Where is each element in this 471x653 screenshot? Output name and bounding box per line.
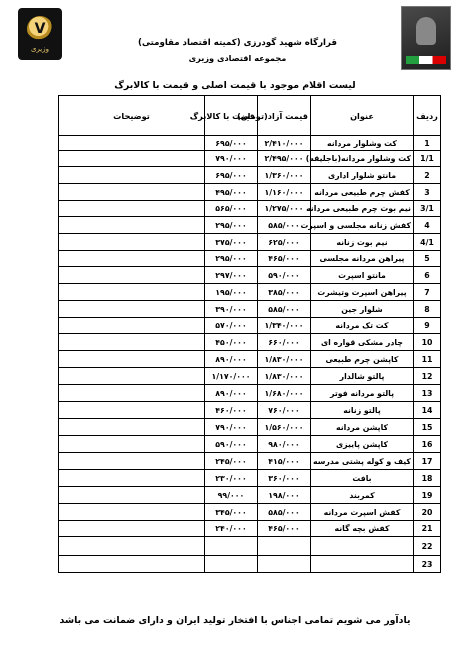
item-name: کمربند (311, 487, 414, 504)
list-title: لیست اقلام موجود با قیمت اصلی و قیمت با کالابرگ (114, 80, 356, 91)
free-price: ۱/۳۴۰/۰۰۰ (258, 318, 311, 334)
table-row (59, 537, 441, 556)
notes-cell (59, 487, 205, 504)
notes-cell (59, 151, 205, 167)
row-number: 7 (414, 284, 441, 301)
header-free-price: قیمت آزاد(تومان) (258, 96, 311, 136)
row-number: 4/1 (414, 234, 441, 251)
table-row (59, 556, 441, 573)
free-price: ۲/۴۹۵/۰۰۰ (258, 151, 311, 167)
card-price: ۶۹۵/۰۰۰ (205, 167, 258, 184)
row-number: 19 (414, 487, 441, 504)
row-number: 15 (414, 419, 441, 436)
row-number: 20 (414, 504, 441, 521)
card-price: ۵۶۵/۰۰۰ (205, 201, 258, 217)
row-number: 13 (414, 385, 441, 402)
row-number: 12 (414, 368, 441, 385)
item-name: پالتو زنانه (311, 402, 414, 419)
notes-cell (59, 201, 205, 217)
row-number: 10 (414, 334, 441, 351)
table-row (59, 234, 441, 251)
table-row (59, 217, 441, 234)
notes-cell (59, 556, 205, 573)
free-price: ۱/۸۳۰/۰۰۰ (258, 368, 311, 385)
free-price: ۱/۶۸۰/۰۰۰ (258, 385, 311, 402)
row-number: 14 (414, 402, 441, 419)
table-row (59, 521, 441, 537)
item-name: کیف و کوله پشتی مدرسه (311, 453, 414, 470)
table-row (59, 201, 441, 217)
table-row (59, 267, 441, 284)
table-row (59, 470, 441, 487)
item-name: نیم بوت زنانه (311, 234, 414, 251)
item-name: کت وشلوار مردانه(باجلیقه) (311, 151, 414, 167)
document-header (0, 0, 471, 75)
notes-cell (59, 402, 205, 419)
card-price: ۸۹۰/۰۰۰ (205, 385, 258, 402)
item-name: نیم بوت چرم طبیعی مردانه (311, 201, 414, 217)
table-row (59, 453, 441, 470)
item-name: مانتو اسپرت (311, 267, 414, 284)
notes-cell (59, 167, 205, 184)
notes-cell (59, 217, 205, 234)
emblem-image (401, 6, 451, 70)
header-row-number: ردیف (414, 96, 441, 136)
row-number: 9 (414, 318, 441, 334)
row-number: 1/1 (414, 151, 441, 167)
free-price: ۴۱۵/۰۰۰ (258, 453, 311, 470)
free-price: ۶۲۵/۰۰۰ (258, 234, 311, 251)
portrait-icon (416, 17, 436, 45)
row-number: 8 (414, 301, 441, 318)
notes-cell (59, 251, 205, 267)
item-name: کفش اسپرت مردانه (311, 504, 414, 521)
free-price: ۹۸۰/۰۰۰ (258, 436, 311, 453)
notes-cell (59, 537, 205, 556)
notes-cell (59, 351, 205, 368)
notes-cell (59, 136, 205, 151)
card-price: ۵۷۰/۰۰۰ (205, 318, 258, 334)
organization-name: قرارگاه شهید گودرزی (کمیته اقتصاد مقاومتی) (138, 38, 337, 48)
table-row (59, 419, 441, 436)
free-price: ۱/۱۶۰/۰۰۰ (258, 184, 311, 201)
card-price: ۸۹۰/۰۰۰ (205, 351, 258, 368)
free-price: ۵۹۰/۰۰۰ (258, 267, 311, 284)
free-price (258, 556, 311, 573)
notes-cell (59, 470, 205, 487)
card-price: ۳۷۵/۰۰۰ (205, 234, 258, 251)
row-number: 4 (414, 217, 441, 234)
item-name (311, 556, 414, 573)
free-price: ۶۶۰/۰۰۰ (258, 334, 311, 351)
notes-cell (59, 267, 205, 284)
table-header-row (59, 96, 441, 136)
free-price: ۱/۲۷۵/۰۰۰ (258, 201, 311, 217)
row-number: 23 (414, 556, 441, 573)
free-price: ۵۸۵/۰۰۰ (258, 301, 311, 318)
row-number: 2 (414, 167, 441, 184)
table-row (59, 402, 441, 419)
notes-cell (59, 419, 205, 436)
notes-cell (59, 234, 205, 251)
item-name: مانتو شلوار اداری (311, 167, 414, 184)
table-row (59, 167, 441, 184)
row-number: 3 (414, 184, 441, 201)
card-price: ۲۹۵/۰۰۰ (205, 217, 258, 234)
table-row (59, 334, 441, 351)
card-price: ۴۹۵/۰۰۰ (205, 184, 258, 201)
free-price: ۱/۸۳۰/۰۰۰ (258, 351, 311, 368)
item-name (311, 537, 414, 556)
header-item-name: عنوان (311, 96, 414, 136)
card-price: ۵۹۰/۰۰۰ (205, 436, 258, 453)
item-name: پیراهن اسپرت وتیشرت (311, 284, 414, 301)
item-name: بافت (311, 470, 414, 487)
card-price: ۷۹۰/۰۰۰ (205, 419, 258, 436)
row-number: 6 (414, 267, 441, 284)
table-row (59, 284, 441, 301)
free-price: ۵۸۵/۰۰۰ (258, 504, 311, 521)
row-number: 17 (414, 453, 441, 470)
row-number: 11 (414, 351, 441, 368)
notes-cell (59, 436, 205, 453)
table-row (59, 184, 441, 201)
free-price (258, 537, 311, 556)
row-number: 16 (414, 436, 441, 453)
table-row (59, 385, 441, 402)
card-price: ۴۵۰/۰۰۰ (205, 334, 258, 351)
crest-icon: V (27, 16, 53, 42)
price-table (58, 95, 441, 573)
row-number: 21 (414, 521, 441, 537)
card-price: ۴۶۰/۰۰۰ (205, 402, 258, 419)
notes-cell (59, 504, 205, 521)
free-price: ۲/۴۱۰/۰۰۰ (258, 136, 311, 151)
card-price: ۲۹۵/۰۰۰ (205, 251, 258, 267)
item-name: کفش چرم طبیعی مردانه (311, 184, 414, 201)
card-price: ۱۹۵/۰۰۰ (205, 284, 258, 301)
item-name: کاپشن مردانه (311, 419, 414, 436)
free-price: ۴۶۵/۰۰۰ (258, 251, 311, 267)
table-row (59, 504, 441, 521)
row-number: 3/1 (414, 201, 441, 217)
card-price: ۳۹۰/۰۰۰ (205, 301, 258, 318)
card-price: ۲۴۵/۰۰۰ (205, 453, 258, 470)
table-row (59, 436, 441, 453)
collection-name: مجموعه اقتصادی وزیری (188, 53, 287, 63)
item-name: شلوار جین (311, 301, 414, 318)
notes-cell (59, 301, 205, 318)
item-name: کفش بچه گانه (311, 521, 414, 537)
item-name: پالتو مردانه فوتر (311, 385, 414, 402)
notes-cell (59, 318, 205, 334)
card-price (205, 556, 258, 573)
card-price: ۱/۱۷۰/۰۰۰ (205, 368, 258, 385)
item-name: کاپشن پاییزی (311, 436, 414, 453)
card-price (205, 537, 258, 556)
item-name: کت تک مردانه (311, 318, 414, 334)
table-row (59, 351, 441, 368)
company-logo (18, 8, 62, 60)
card-price: ۶۹۵/۰۰۰ (205, 136, 258, 151)
table-row (59, 151, 441, 167)
card-price: ۳۴۵/۰۰۰ (205, 504, 258, 521)
card-price: ۲۹۷/۰۰۰ (205, 267, 258, 284)
iran-flag-icon (406, 56, 446, 64)
logo-text: وزیری (30, 44, 50, 53)
free-price: ۱۹۸/۰۰۰ (258, 487, 311, 504)
table-row (59, 487, 441, 504)
row-number: 18 (414, 470, 441, 487)
card-price: ۷۹۰/۰۰۰ (205, 151, 258, 167)
table-row (59, 368, 441, 385)
notes-cell (59, 368, 205, 385)
free-price: ۵۸۵/۰۰۰ (258, 217, 311, 234)
table-body (59, 136, 441, 573)
table-row (59, 318, 441, 334)
row-number: 1 (414, 136, 441, 151)
footer-note: یادآور می شویم تمامی اجناس با افتخار تولید ایران و دارای ضمانت می باشد (59, 615, 411, 626)
notes-cell (59, 184, 205, 201)
item-name: چادر مشکی قواره ای (311, 334, 414, 351)
item-name: پیراهن مردانه مجلسی (311, 251, 414, 267)
notes-cell (59, 385, 205, 402)
table-row (59, 251, 441, 267)
item-name: کفش زنانه مجلسی و اسپرت (311, 217, 414, 234)
free-price: ۳۶۰/۰۰۰ (258, 470, 311, 487)
table-row (59, 136, 441, 151)
free-price: ۴۶۵/۰۰۰ (258, 521, 311, 537)
notes-cell (59, 521, 205, 537)
row-number: 5 (414, 251, 441, 267)
item-name: کاپشن چرم طبیعی (311, 351, 414, 368)
notes-cell (59, 334, 205, 351)
free-price: ۱/۵۶۰/۰۰۰ (258, 419, 311, 436)
notes-cell (59, 284, 205, 301)
table-row (59, 301, 441, 318)
row-number: 22 (414, 537, 441, 556)
free-price: ۱/۳۶۰/۰۰۰ (258, 167, 311, 184)
header-card-price: قیمت با کالابرگ (205, 96, 258, 136)
card-price: ۹۹/۰۰۰ (205, 487, 258, 504)
free-price: ۳۸۵/۰۰۰ (258, 284, 311, 301)
item-name: کت وشلوار مردانه (311, 136, 414, 151)
notes-cell (59, 453, 205, 470)
free-price: ۷۶۰/۰۰۰ (258, 402, 311, 419)
card-price: ۲۴۰/۰۰۰ (205, 521, 258, 537)
header-notes: توضیحات (59, 96, 205, 136)
card-price: ۲۳۰/۰۰۰ (205, 470, 258, 487)
item-name: پالتو شالدار (311, 368, 414, 385)
